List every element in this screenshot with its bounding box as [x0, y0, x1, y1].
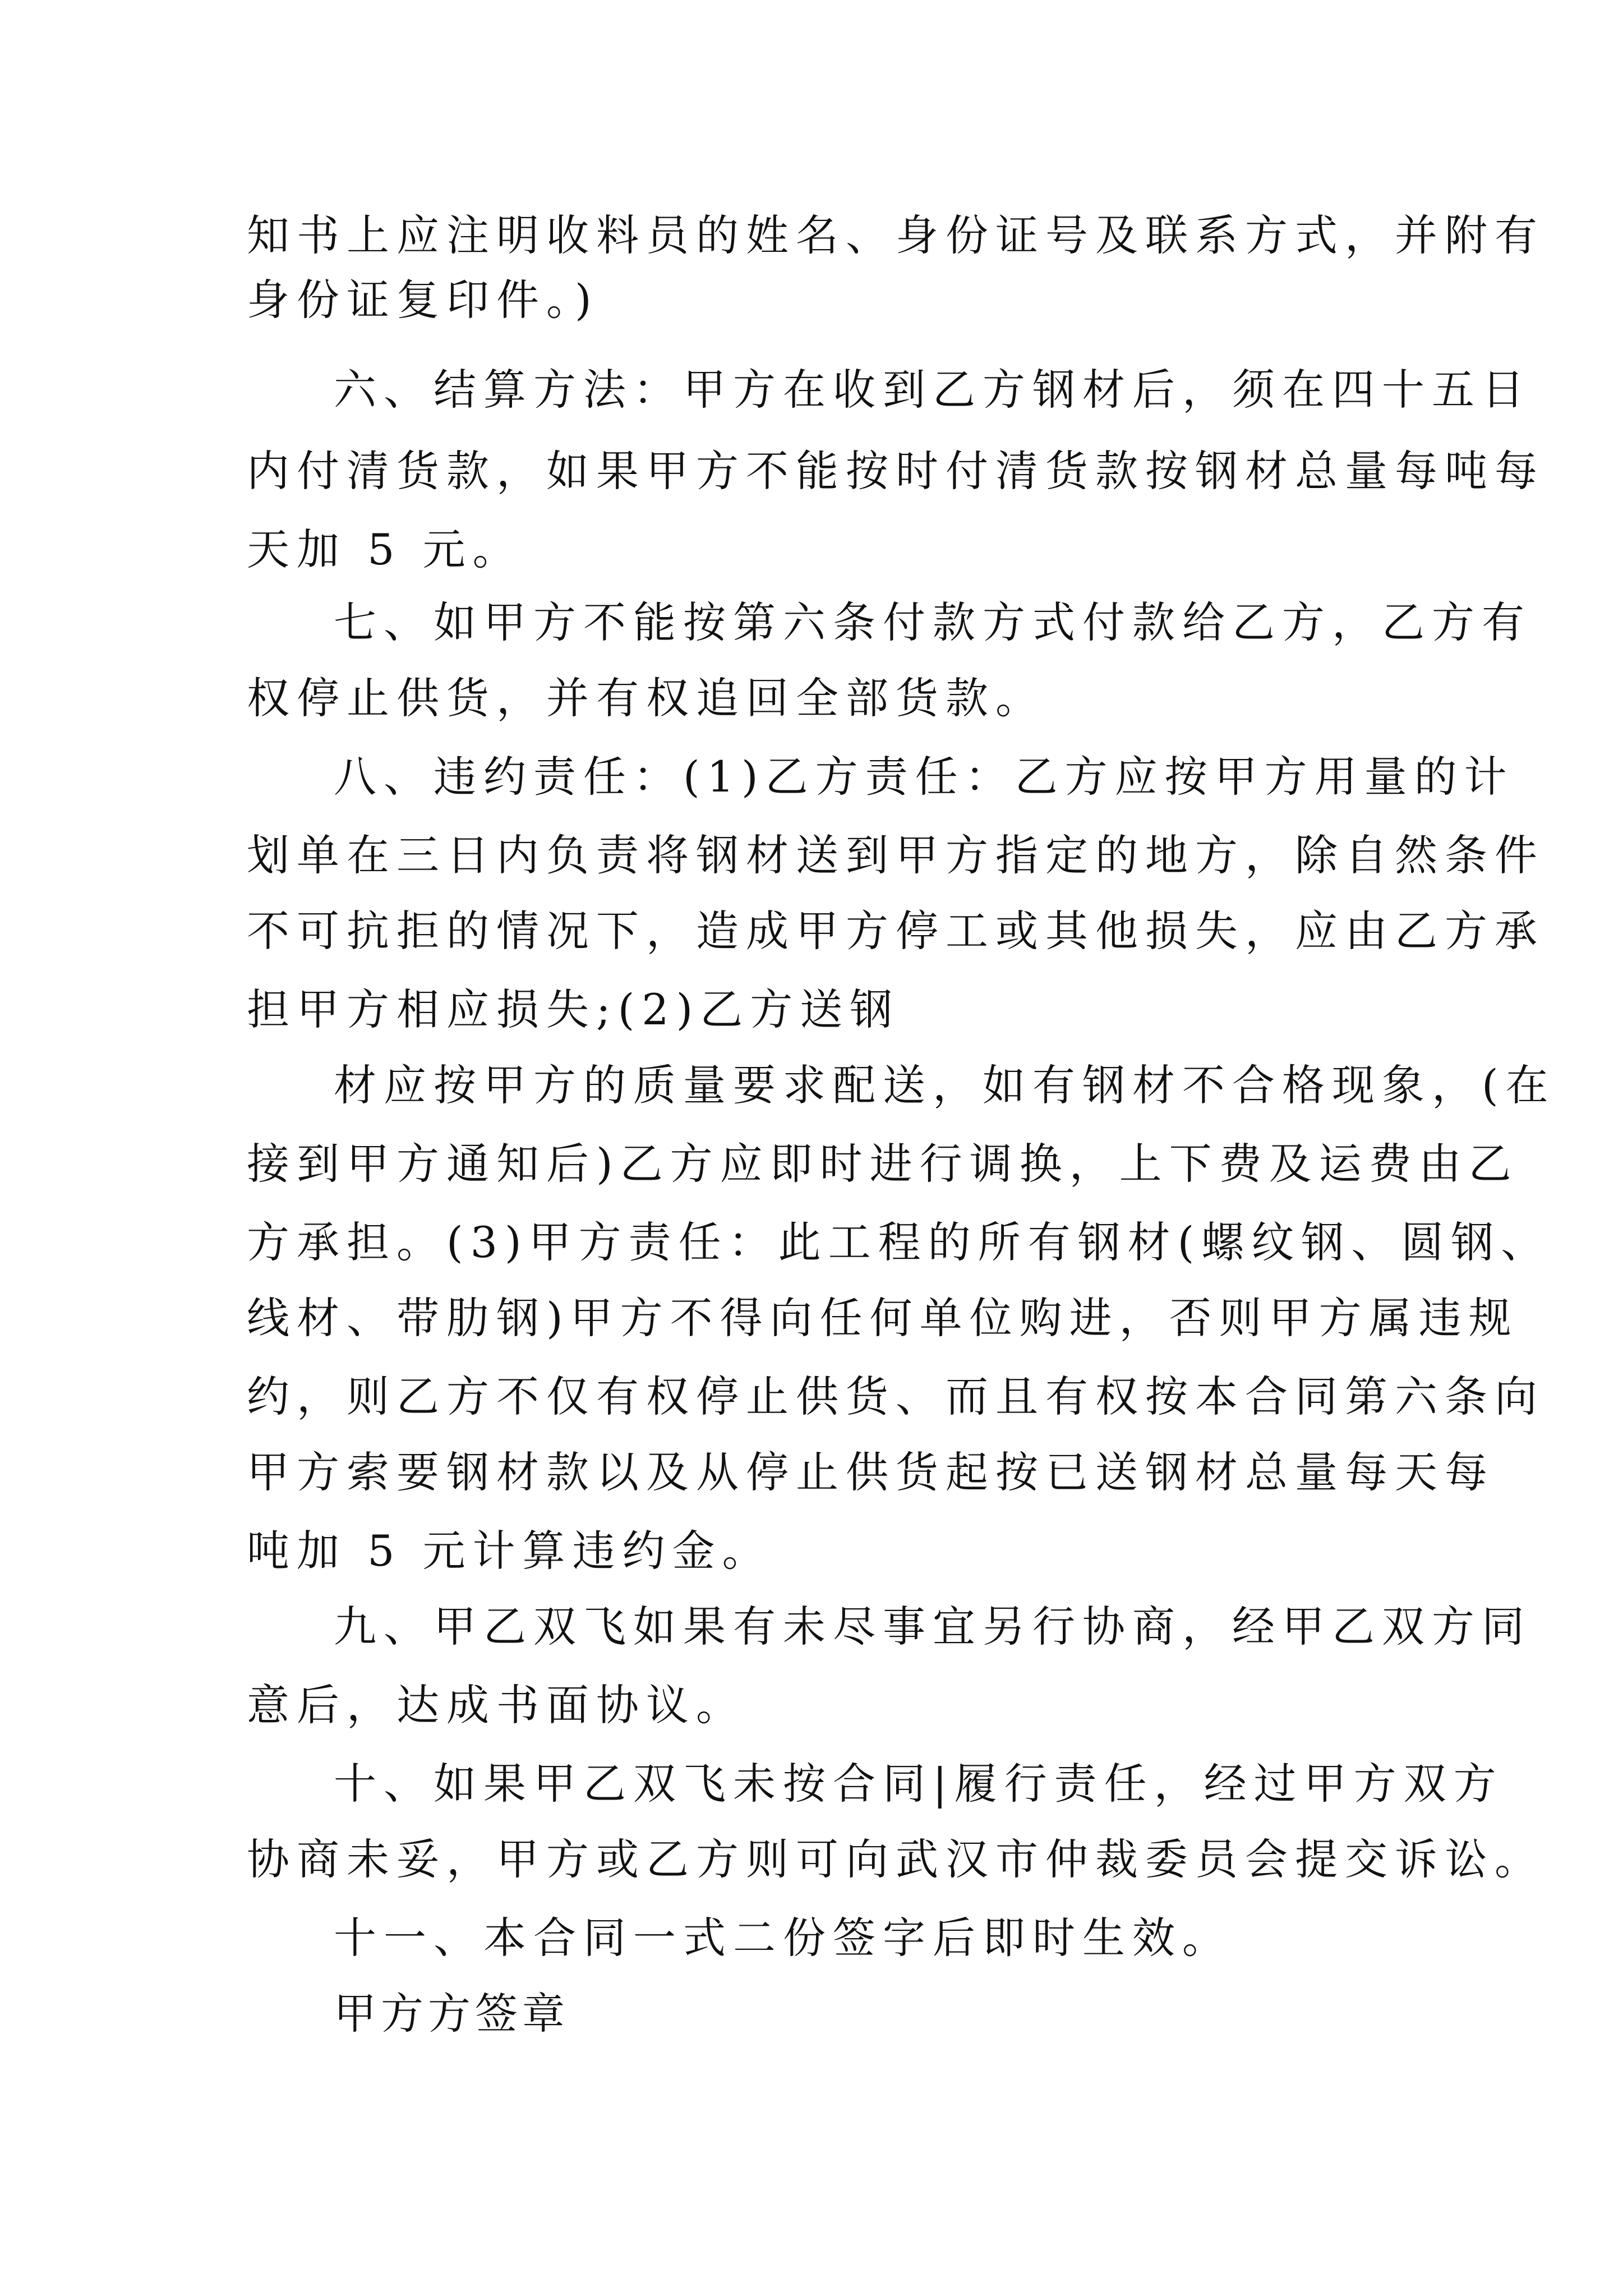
text-line: 知书上应注明收料员的姓名、身份证号及联系方式，并附有	[247, 210, 1544, 260]
text-line: 天加 5 元。	[247, 524, 523, 574]
paragraph-8-continued: 材应按甲方的质量要求配送，如有钢材不合格现象，(在	[334, 1060, 1556, 1110]
paragraph-8-start: 八、违约责任：(1)乙方责任：乙方应按甲方用量的计	[334, 752, 1514, 802]
text-line: 划单在三日内负责将钢材送到甲方指定的地方，除自然条件	[247, 830, 1544, 880]
text-line: 担甲方相应损失;(2)乙方送钢	[247, 984, 900, 1034]
text-line: 不可抗拒的情况下，造成甲方停工或其他损失，应由乙方承	[247, 906, 1544, 956]
signature-label: 甲方方签章	[334, 1989, 569, 2039]
text-line: 方承担。(3)甲方责任：此工程的所有钢材(螺纹钢、圆钢、	[247, 1217, 1551, 1267]
text-line: 约，则乙方不仅有权停止供货、而且有权按本合同第六条向	[247, 1372, 1544, 1421]
paragraph-6-start: 六、结算方法：甲方在收到乙方钢材后，须在四十五日	[334, 365, 1532, 415]
text-line: 接到甲方通知后)乙方应即时进行调换，上下费及运费由乙	[247, 1139, 1519, 1189]
text-line: 身份证复印件。)	[247, 275, 599, 325]
text-line: 内付清货款，如果甲方不能按时付清货款按钢材总量每吨每	[247, 446, 1544, 496]
paragraph-7-start: 七、如甲方不能按第六条付款方式付款给乙方，乙方有	[334, 597, 1532, 647]
paragraph-11: 十一、本合同一式二份签字后即时生效。	[334, 1913, 1232, 1963]
text-line: 吨加 5 元计算违约金。	[247, 1526, 772, 1576]
text-line: 甲方索要钢材款以及从停止供货起按已送钢材总量每天每	[247, 1447, 1495, 1497]
text-line: 权停止供货，并有权追回全部货款。	[247, 673, 1045, 723]
text-line: 意后，达成书面协议。	[247, 1680, 746, 1730]
text-line: 协商未妥，甲方或乙方则可向武汉市仲裁委员会提交诉讼。	[247, 1834, 1544, 1884]
text-line: 线材、带肋钢)甲方不得向任何单位购进，否则甲方属违规	[247, 1293, 1519, 1343]
paragraph-9-start: 九、甲乙双飞如果有未尽事宜另行协商，经甲乙双方同	[334, 1602, 1532, 1651]
paragraph-10-start: 十、如果甲乙双飞未按合同|履行责任，经过甲方双方	[334, 1759, 1504, 1809]
